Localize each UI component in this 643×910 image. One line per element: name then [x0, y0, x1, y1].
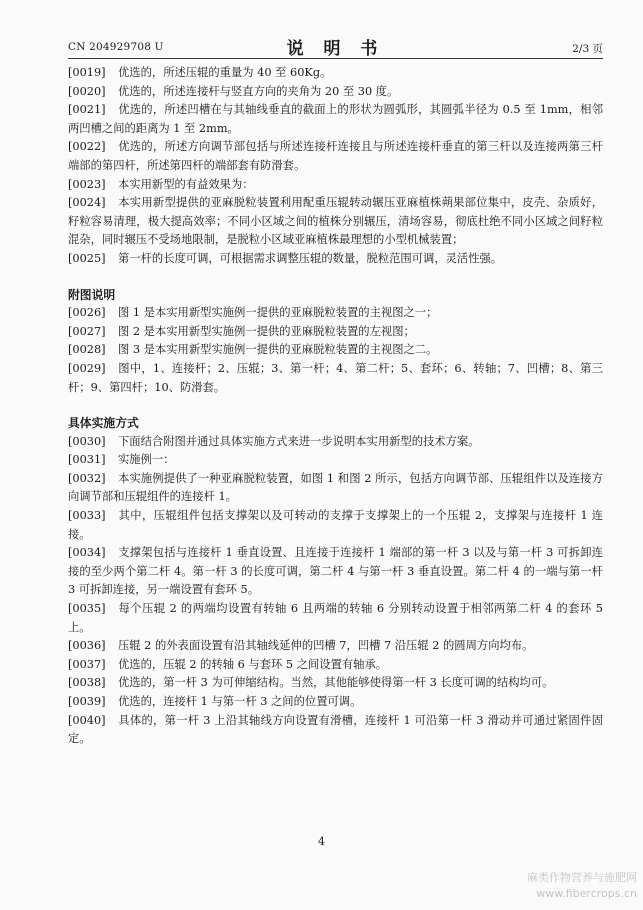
paragraph	[68, 194, 603, 250]
document-title: 说 明 书	[286, 39, 385, 59]
paragraph-number: [0026]	[68, 306, 106, 320]
paragraph-number: [0025]	[68, 251, 106, 265]
paragraph	[68, 360, 603, 397]
paragraph-number: [0031]	[68, 453, 106, 467]
page-number: 4	[318, 835, 325, 848]
document-number: CN 204929708 U	[68, 41, 164, 53]
paragraph	[68, 176, 603, 195]
paragraph	[68, 101, 603, 138]
paragraph-text: 图 1 是本实用新型实施例一提供的亚麻脱粒装置的主视图之一；	[118, 306, 438, 320]
page-indicator: 2/3 页	[572, 43, 603, 55]
section-gap	[68, 269, 603, 286]
paragraph	[68, 712, 603, 749]
paragraph-number: [0040]	[68, 713, 106, 727]
paragraph-number: [0038]	[68, 676, 106, 690]
paragraph-number: [0035]	[68, 602, 106, 616]
paragraph-text: 优选的，所述方向调节部包括与所述连接杆连接且与所述连接杆垂直的第三杆以及连接两第三杆端部的第四杆，所述第四杆的端部套有防滑套。	[68, 140, 603, 172]
paragraph-text: 优选的，压辊 2 的转轴 6 与套环 5 之间设置有轴承。	[118, 657, 388, 671]
header-rule	[68, 58, 603, 59]
paragraph	[68, 64, 603, 83]
paragraph-text: 优选的，所述凹槽在与其轴线垂直的截面上的形状为圆弧形，其圆弧半径为 0.5 至 1mm，相邻两凹槽之间的距离为 1 至 2mm。	[68, 103, 603, 135]
paragraph-number: [0020]	[68, 84, 106, 98]
paragraph	[68, 656, 603, 675]
paragraph-text: 本实施例提供了一种亚麻脱粒装置，如图 1 和图 2 所示，包括方向调节部、压辊组件以及连接方向调节部和压辊组件的连接杆 1。	[68, 471, 603, 504]
document-body	[68, 64, 603, 749]
paragraph-text: 支撑架包括与连接杆 1 垂直设置、且连接于连接杆 1 端部的第一杆 3 以及与第一杆 3 可拆卸连接的至少两个第二杆 4。第一杆 3 的长度可调，第二杆 4 与第一杆 3 垂直设置。第二杆 4 的一端与第一杆 3 可拆卸连接，另一端设置有套环 5。	[68, 546, 603, 597]
paragraph	[68, 674, 603, 693]
paragraph-number: [0024]	[68, 196, 106, 210]
paragraph-number: [0037]	[68, 657, 106, 671]
paragraph	[68, 507, 603, 544]
paragraph-text: 第一杆的长度可调，可根据需求调整压辊的数量，脱粒范围可调，灵活性强。	[118, 251, 503, 265]
paragraph-number: [0028]	[68, 343, 106, 357]
watermark-url: www.fibercrops.cn	[536, 887, 637, 900]
paragraph-text: 具体的，第一杆 3 上沿其轴线方向设置有滑槽，连接杆 1 可沿第一杆 3 滑动并可通过紧固件固定。	[68, 713, 603, 746]
paragraph	[68, 637, 603, 656]
watermark	[527, 870, 637, 902]
paragraph-number: [0023]	[68, 177, 106, 191]
paragraph	[68, 470, 603, 507]
section-heading-embodiments: 具体实施方式	[68, 416, 139, 431]
paragraph-text: 优选的，连接杆 1 与第一杆 3 之间的位置可调。	[118, 695, 362, 708]
paragraph	[68, 600, 603, 637]
paragraph-text: 本实用新型的有益效果为：	[118, 177, 254, 191]
paragraph-text: 压辊 2 的外表面设置有沿其轴线延伸的凹槽 7，凹槽 7 沿压辊 2 的圆周方向均布。	[118, 639, 534, 653]
paragraph	[68, 544, 603, 600]
paragraph-number: [0030]	[68, 434, 106, 448]
paragraph	[68, 341, 603, 360]
paragraph	[68, 304, 603, 323]
paragraph	[68, 83, 603, 102]
paragraph-text: 实施例一：	[118, 453, 175, 467]
paragraph	[68, 433, 603, 452]
paragraph-number: [0034]	[68, 546, 106, 560]
paragraph	[68, 250, 603, 269]
paragraph	[68, 451, 603, 470]
paragraph	[68, 138, 603, 175]
paragraph-group-figures	[68, 304, 603, 397]
paragraph-number: [0027]	[68, 324, 106, 338]
paragraph-text: 优选的，所述连接杆与竖直方向的夹角为 20 至 30 度。	[118, 84, 399, 98]
paragraph-group-benefits	[68, 64, 603, 269]
paragraph-text: 优选的，所述压辊的重量为 40 至 60Kg。	[118, 66, 332, 79]
paragraph-text: 下面结合附图并通过具体实施方式来进一步说明本实用新型的技术方案。	[118, 434, 480, 448]
paragraph-number: [0036]	[68, 639, 106, 653]
paragraph-number: [0022]	[68, 140, 106, 154]
paragraph-number: [0021]	[68, 103, 106, 117]
paragraph-text: 图中，1、连接杆；2、压辊；3、第一杆；4、第二杆；5、套环；6、转轴；7、凹槽；8、第三杆；9、第四杆；10、防滑套。	[68, 361, 603, 394]
paragraph-number: [0019]	[68, 66, 106, 79]
paragraph-text: 优选的，第一杆 3 为可伸缩结构。当然，其他能够使得第一杆 3 长度可调的结构均可。	[118, 676, 554, 690]
section-gap	[68, 397, 603, 414]
paragraph-number: [0029]	[68, 361, 106, 375]
paragraph	[68, 693, 603, 712]
paragraph-text: 本实用新型提供的亚麻脱粒装置利用配重压辊转动辗压亚麻植株蒴果部位集中，皮壳、杂质好，籽粒容易清理，极大提高效率；不同小区域之间的植株分别辗压，清场容易，彻底杜绝不同小区域之间籽粒混杂，同时辗压不受场地限制，是脱粒小区域亚麻植株最理想的小型机械装置；	[68, 196, 603, 247]
paragraph-number: [0033]	[68, 509, 106, 523]
paragraph-text: 图 2 是本实用新型实施例一提供的亚麻脱粒装置的左视图；	[118, 324, 415, 338]
paragraph-text: 其中，压辊组件包括支撑架以及可转动的支撑于支撑架上的一个压辊 2，支撑架与连接杆 1 连接。	[68, 509, 603, 541]
paragraph-group-embodiments	[68, 433, 603, 749]
paragraph-text: 图 3 是本实用新型实施例一提供的亚麻脱粒装置的主视图之二。	[118, 343, 438, 357]
paragraph-number: [0032]	[68, 471, 106, 485]
paragraph	[68, 323, 603, 342]
watermark-line: 麻类作物营养与施肥网	[527, 871, 637, 884]
page-header	[68, 34, 603, 59]
paragraph-text: 每个压辊 2 的两端均设置有转轴 6 且两端的转轴 6 分别转动设置于相邻两第二杆 4 的套环 5 上。	[68, 602, 603, 634]
paragraph-number: [0039]	[68, 695, 106, 708]
section-heading-figures: 附图说明	[68, 287, 116, 302]
